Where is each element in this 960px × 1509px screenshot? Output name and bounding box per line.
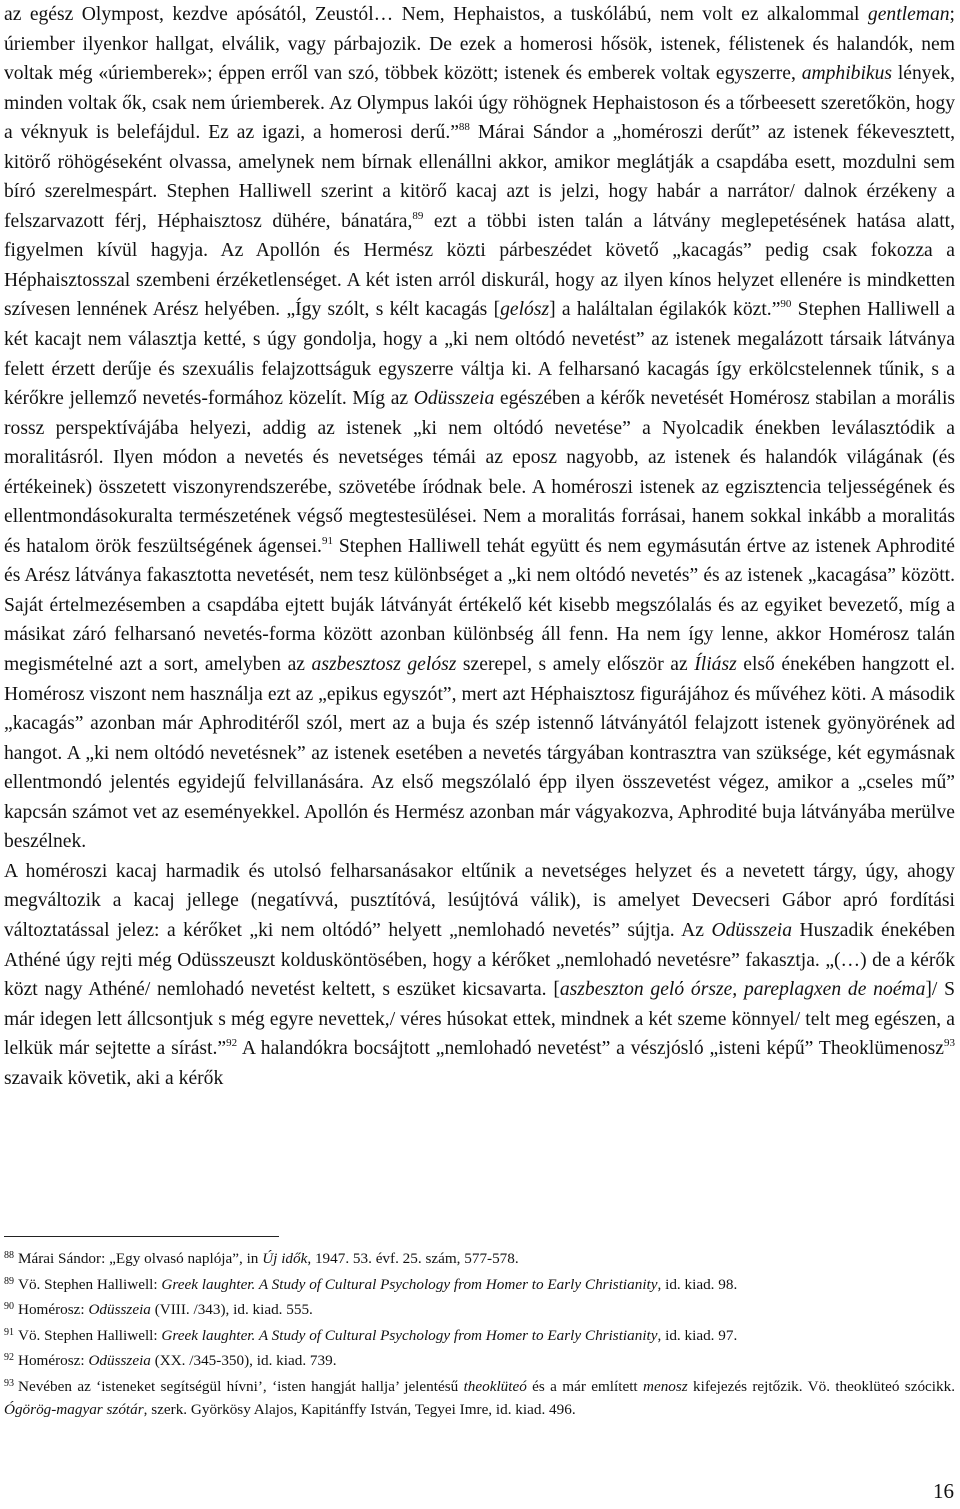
footnote-italic: Greek laughter. A Study of Cultural Psychology from Homer to Early Christianity xyxy=(161,1275,658,1293)
text-segment: Stephen Halliwell a két kacajt nem választja ketté, s úgy gondolja, hogy a „ki nem oltódó nevetést” az istenek megalázott társaik látványa felett érzett derűje és szexuális felajzottságuk egyszerre váltja ki. A felharsanó kacagás így erkölcstelennek tűnik, s a kérőkre jellemző nevetés-formához közelít. Míg az xyxy=(4,299,955,410)
paragraph-1 xyxy=(4,0,955,857)
text-segment: egészében a kérők nevetését Homérosz stabilan a morális rossz perspektívájába helyezi, addig az istenek „ki nem oltódó nevetése” a Nyolcadik énekben leválasztódik a moralitásról. Ilyen módon a nevetés és nevetséges témái az eposz nagyobb, az istenek és halandók világának (és értékeinek) összetett viszonyrendszerébe, szövetébe íródnak bele. A homéroszi istenek az egzisztencia teljességének és ellentmondásokuralta természetének végső megtestesülései. Nem a moralitás forrásai, hanem sokkal inkább a moralitás és hatalom örök feszültségének ágensei. xyxy=(4,388,956,557)
italic-term: Odüsszeia xyxy=(711,919,793,941)
italic-term: Íliász xyxy=(694,654,737,676)
footnote-text: Vö. Stephen Halliwell: xyxy=(18,1326,162,1344)
footnote-92 xyxy=(4,1347,955,1373)
footnote-number: 91 xyxy=(4,1326,14,1338)
text-segment: az egész Olympost, kezdve apósától, Zeustól… Nem, Hephaistos, a tuskólábú, nem volt ez alkalommal xyxy=(4,4,868,25)
footnote-italic: theoklüteó xyxy=(463,1377,527,1395)
text-segment: Huszadik énekében Athéné úgy rejti még Odüsszeuszt koldusköntösében, hogy a kérőket „nemlohadó nevetésre” fakasztja. „(…) de a kérők közt nagy Athéné/ nemlohadó nevetést keltett, s eszüket kicsavarta. [ xyxy=(4,919,956,1001)
footnote-ref-91[interactable]: 91 xyxy=(321,534,333,547)
page xyxy=(4,0,955,1093)
footnote-italic: Új idők xyxy=(262,1250,308,1267)
main-text xyxy=(4,0,955,1093)
page-number: 16 xyxy=(933,1479,954,1503)
footnote-italic: Odüsszeia xyxy=(88,1301,151,1319)
footnote-italic: menosz xyxy=(642,1377,688,1395)
footnote-text: Vö. Stephen Halliwell: xyxy=(18,1275,162,1293)
footnote-number: 93 xyxy=(4,1377,14,1389)
footnote-number: 89 xyxy=(4,1275,14,1287)
italic-term: aszbesztosz gelósz xyxy=(311,654,457,676)
footnote-text: (XX. /345-350), id. kiad. 739. xyxy=(150,1352,337,1370)
footnote-ref-92[interactable]: 92 xyxy=(226,1037,238,1050)
footnote-89 xyxy=(4,1271,955,1297)
text-segment: szavaik követik, aki a kérők xyxy=(4,1067,224,1089)
footnote-number: 92 xyxy=(4,1352,14,1364)
text-segment: ; úriember ilyenkor hallgat, elválik, vagy párbajozik. De ezek a homerosi hősök, istenek, félistenek és halandók, nem voltak még «úriemberek»; éppen erről van szó, többek között; istenek és emberek voltak egyszerre, xyxy=(4,4,955,85)
footnote-text: , id. kiad. 97. xyxy=(657,1326,738,1344)
footnote-text: Homérosz: xyxy=(18,1301,89,1319)
footnote-91 xyxy=(4,1322,955,1348)
footnote-93 xyxy=(4,1373,955,1421)
footnote-number: 90 xyxy=(4,1301,14,1313)
footnote-italic: Odüsszeia xyxy=(88,1352,151,1370)
text-segment: Márai Sándor a „homéroszi derűt” az istenek fékevesztett, kitörő röhögéseként olvassa, amelynek nem bírnak ellenállni akkor, amikor meglátják a csapdába esett, mozdulni sem bíró szerelmespárt. Stephen Halliwell szerint a kitörő kacaj azt is jelzi, hogy habár a narrátor/ dalnok érzékeny a felszarvazott férj, Héphaisztosz dühére, bánatára, xyxy=(4,122,955,232)
footnote-ref-93[interactable]: 93 xyxy=(944,1037,956,1050)
text-segment: A halandókra bocsájtott „nemlohadó nevetést” a vészjósló „isteni képű” Theoklümenosz xyxy=(237,1038,945,1060)
text-segment: első énekében hangzott el. Homérosz viszont nem használja ezt az „epikus egyszót”, mert azt Héphaisztosz figurájához és művéhez köti. A második „kacagás” azonban már Aphroditéről szól, mert az a buja és szép istennő látványától felajzott istenek gyönyörének ad hangot. A „ki nem oltódó nevetésnek” az istenek esetében a nevetés tárgyában kontrasztra van szüksége, két egymásnak ellentmondó jelentés egyidejű felvillanására. Az első megszólaló épp ilyen összevetést végez, amikor a „cseles mű” kapcsán számot vet az eseményekkel. Apollón és Hermész azonban már vágyakozva, Aphrodité buja látványába merülve beszélnek. xyxy=(4,654,956,853)
text-segment: Stephen Halliwell tehát együtt és nem egymásután értve az istenek Aphrodité és Arész látványa fakasztotta nevetését, nem tesz különbséget a „ki nem oltódó nevetés” és az istenek „kacagása” között. Saját értelmezésemben a csapdába ejtett buják látványát értékelő két kisebb megszólalás és az egyiket bevezető, míg a másikat záró felharsanó nevetés-forma között azonban különbség áll fenn. Ha nem így lenne, akkor Homérosz talán megismételné azt a sort, amelyben az xyxy=(4,535,955,676)
footnote-text: , szerk. Györkösy Alajos, Kapitánffy István, Tegyei Imre, id. kiad. 496. xyxy=(143,1400,576,1418)
footnotes xyxy=(4,1245,955,1421)
italic-term: aszbeszton gelό órsze, pareplagxen de noéma xyxy=(559,979,926,1001)
text-segment: lények, minden voltak ők, csak nem úriemberek. Az Olympus lakói úgy röhögnek Hephaistoson és a tőrbeesett szeretőkön, hogy a véknyuk is belefájdul. Ez az igazi, a homerosi derű.” xyxy=(4,63,955,144)
footnote-text: , 1947. 53. évf. 25. szám, 577-578. xyxy=(307,1250,519,1267)
footnote-text: és a már említett xyxy=(526,1377,643,1395)
footnote-italic: Greek laughter. A Study of Cultural Psychology from Homer to Early Christianity xyxy=(161,1326,658,1344)
text-segment: ] a haláltalan égilakók közt.” xyxy=(549,299,781,321)
footnote-text: (VIII. /343), id. kiad. 555. xyxy=(150,1301,313,1319)
paragraph-2 xyxy=(4,857,955,1093)
footnote-text: Márai Sándor: „Egy olvasó naplója”, in xyxy=(18,1250,263,1267)
footnote-88 xyxy=(4,1245,955,1271)
footnote-text: Nevében az ‘isteneket segítségül hívni’, ‘isten hangját hallja’ jelentésű xyxy=(18,1377,464,1395)
text-segment: szerepel, s amely először az xyxy=(456,654,695,676)
footnote-text: , id. kiad. 98. xyxy=(657,1275,738,1293)
text-segment: A homéroszi kacaj harmadik és utolsó felharsanásakor eltűnik a nevetséges helyzet és a nevetett tárgy, úgy, ahogy megváltozik a kacaj jellege (negatívvá, pusztítóvá, lesújtóvá válik), is amelyet Devecseri Gábor apró fordítási változtatással jelez: a kérőket „ki nem oltódó” helyett „nemlohadó nevetés” sújtja. Az xyxy=(4,860,955,941)
footnote-divider xyxy=(4,1236,279,1237)
italic-term: gelósz xyxy=(500,299,550,321)
footnote-italic: Ógörög-magyar szótár xyxy=(4,1400,144,1418)
footnote-number: 88 xyxy=(4,1250,14,1261)
footnote-ref-88[interactable]: 88 xyxy=(458,121,470,134)
text-segment: ezt a többi isten talán a látvány meglepetésének hatása alatt, figyelmen kívül hagyja. Az Apollón és Hermész közti párbeszédet követő „kacagás” pedig csak fokozza a Héphaisztosszal szembeni érzéketlenséget. A két isten arról diskurál, hogy az ilyen kínos helyzet ellenére is mindketten szívesen lennének Arész helyében. „Így szólt, s kélt kacagás [ xyxy=(4,210,955,321)
footnote-ref-89[interactable]: 89 xyxy=(412,209,424,222)
footnote-text: kifejezés rejtőzik. Vö. theoklüteó szócikk. xyxy=(687,1377,955,1395)
footnote-ref-90[interactable]: 90 xyxy=(780,298,792,311)
italic-term: Odüsszeia xyxy=(413,388,495,410)
italic-term: amphibikus xyxy=(801,63,893,85)
footnote-text: Homérosz: xyxy=(18,1352,89,1370)
italic-term: gentleman xyxy=(867,4,950,25)
footnote-90 xyxy=(4,1296,955,1322)
text-segment: ]/ S már idegen lett állcsontjuk s még egyre nevettek,/ véres húsokat ettek, mindnek a két szeme könnyel/ telt meg egészen, a lelkük már sejtette a sírást.” xyxy=(4,979,956,1060)
